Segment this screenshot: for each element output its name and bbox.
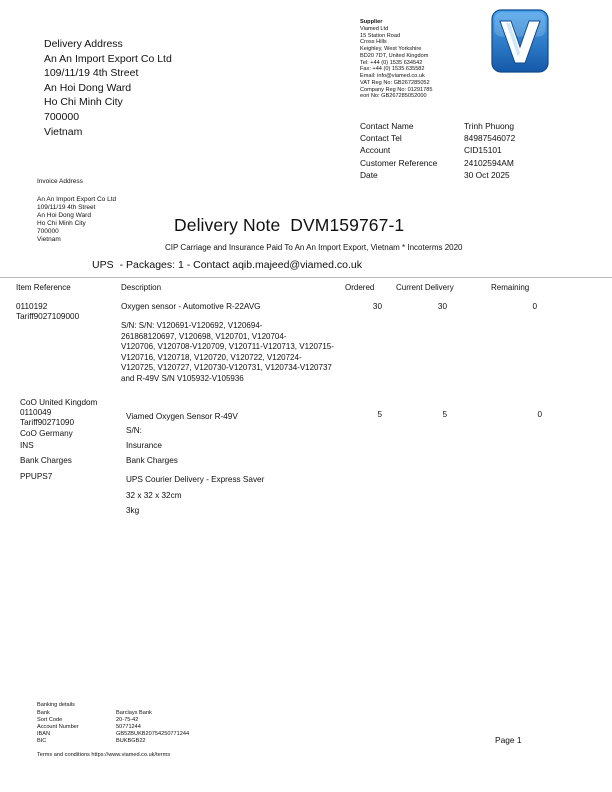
contact-row	[360, 157, 515, 169]
carrier-name: UPS	[92, 259, 114, 271]
table-header-divider	[0, 277, 612, 278]
contact-info	[360, 120, 515, 181]
date-value: 30 Oct 2025	[464, 169, 510, 180]
package-dimensions: 32 x 32 x 32cm	[126, 490, 182, 500]
column-header-ordered: Ordered	[345, 283, 375, 292]
supplier-line: BD20 7DT, United Kingdom	[360, 52, 429, 59]
bic-value: BUKBGB22	[116, 738, 146, 744]
bank-row	[37, 717, 189, 724]
table-row-5-reference: PPUPS7	[20, 472, 53, 481]
serial-line: S/N: S/N: V120691-V120692, V120694-	[121, 321, 263, 330]
table-row-1-current: 30	[437, 302, 447, 311]
delivery-address-line: Vietnam	[44, 125, 83, 138]
iban-label: IBAN	[37, 731, 51, 737]
table-row-2-current: 5	[442, 410, 447, 419]
serial-line: and R-49V S/N V105932-V105936	[121, 373, 244, 383]
table-row-4-description: Bank Charges	[126, 456, 178, 465]
terms-and-conditions: Terms and conditions https://www.viamed.co.uk/terms	[37, 752, 171, 758]
account-number-value: 50771244	[116, 724, 141, 730]
tariff-code: Tariff90271090	[20, 418, 75, 428]
contact-tel-label: Contact Tel	[360, 133, 402, 144]
item-code: 0110049	[20, 408, 52, 418]
supplier-line: VAT Reg No: GB267285052	[360, 79, 430, 86]
package-weight: 3kg	[126, 506, 140, 515]
serial-line: V120725, V120727, V120730-V120731, V120734-V120737	[121, 363, 332, 372]
table-row-1-reference	[16, 302, 79, 323]
page-number: Page 1	[495, 735, 522, 745]
contact-row	[360, 169, 515, 181]
delivery-address-line: 109/11/19 4th Street	[44, 67, 139, 80]
shipping-line	[92, 259, 362, 271]
date-label: Date	[360, 169, 378, 180]
serial-line: V120706, V120708-V120709, V120711-V120713, V120715-	[121, 342, 334, 351]
supplier-line: Fax: +44 (0) 1535 635582	[360, 66, 425, 73]
table-row-1-remaining: 0	[532, 302, 537, 311]
supplier-heading: Supplier	[360, 19, 383, 25]
tariff-code: Tariff9027109000	[16, 312, 80, 322]
banking-details-heading: Banking details	[37, 702, 75, 708]
invoice-address-line: 109/11/19 4th Street	[37, 203, 96, 211]
invoice-address-line: An Hoi Dong Ward	[37, 211, 91, 219]
table-row-1-description	[121, 302, 261, 312]
invoice-address-line: 700000	[37, 227, 59, 235]
serial-line: 261868120697, V120698, V120701, V120704-	[121, 331, 287, 341]
invoice-address-line: An An Import Export Co Ltd	[37, 196, 117, 203]
delivery-address-line: 700000	[44, 110, 80, 123]
supplier-line: Keighley, West Yorkshire	[360, 46, 422, 52]
account-number-label: Account Number	[37, 724, 79, 730]
invoice-address-line: Ho Chi Minh City	[37, 219, 86, 227]
supplier-line: Email: info@viamed.co.uk	[360, 73, 425, 79]
item-code: 0110192	[16, 302, 48, 311]
country-of-origin: CoO Germany	[20, 428, 73, 438]
document-title: Delivery Note DVM159767-1	[174, 215, 405, 235]
account-value: CID15101	[464, 145, 502, 156]
supplier-line: 15 Station Road	[360, 32, 401, 39]
contact-name-label: Contact Name	[360, 121, 414, 131]
delivery-address-heading: Delivery Address	[44, 38, 123, 50]
table-row-1-ordered: 30	[372, 302, 382, 311]
serial-line: S/N:	[126, 426, 142, 435]
column-header-current-delivery: Current Delivery	[396, 283, 454, 292]
sort-code-value: 20-75-42	[116, 717, 139, 723]
supplier-line: Company Reg No: 01291785	[360, 86, 433, 93]
table-row-1-serials	[121, 321, 334, 384]
contact-name-value: Trinh Phuong	[464, 121, 514, 131]
customer-reference-value: 24102594AM	[464, 157, 514, 168]
account-label: Account	[360, 145, 391, 156]
invoice-address	[37, 196, 116, 243]
table-row-2-remaining: 0	[537, 410, 542, 419]
table-row-2-ordered: 5	[377, 410, 382, 419]
delivery-address-line: Ho Chi Minh City	[44, 96, 123, 109]
bank-row	[37, 724, 189, 731]
table-row-4-reference: Bank Charges	[20, 456, 72, 465]
column-header-reference: Item Reference	[16, 283, 71, 292]
item-description: Oxygen sensor - Automotive R-22AVG	[121, 302, 261, 311]
contact-row	[360, 132, 515, 144]
table-row-2-reference	[20, 398, 97, 439]
sort-code-label: Sort Code	[37, 717, 63, 723]
table-row-3-reference: INS	[20, 441, 34, 450]
banking-details	[37, 710, 189, 745]
invoice-address-heading: Invoice Address	[37, 178, 83, 185]
item-description: UPS Courier Delivery - Express Saver	[126, 475, 265, 484]
bank-row	[37, 731, 189, 738]
viamed-logo-icon	[491, 9, 549, 73]
country-of-origin: CoO United Kingdom	[20, 398, 98, 407]
item-description: Viamed Oxygen Sensor R-49V	[126, 412, 238, 421]
customer-reference-label: Customer Reference	[360, 157, 438, 168]
contact-row	[360, 144, 515, 156]
column-header-remaining: Remaining	[491, 283, 530, 292]
table-row-5-description	[126, 472, 264, 519]
supplier-line: Viamed Ltd	[360, 25, 389, 32]
bank-value: Barclays Bank	[116, 710, 152, 716]
invoice-address-line: Vietnam	[37, 235, 61, 243]
shipping-details: - Packages: 1 - Contact aqib.majeed@viamed.co.uk	[119, 259, 362, 271]
table-row-2-description	[126, 410, 238, 438]
column-header-description: Description	[121, 283, 162, 292]
contact-tel-value: 84987546072	[464, 133, 516, 144]
serial-line: V120716, V120718, V120720, V120722, V120724-	[121, 352, 302, 362]
iban-value: GB52BUKB20754250771244	[116, 731, 190, 737]
supplier-line: Cross Hills	[360, 39, 387, 46]
delivery-address-line: An Hoi Dong Ward	[44, 81, 132, 94]
contact-row	[360, 120, 515, 132]
delivery-address-line: An An Import Export Co Ltd	[44, 52, 172, 65]
supplier-details	[360, 19, 432, 100]
bank-label: Bank	[37, 710, 50, 716]
bic-label: BIC	[37, 738, 47, 744]
incoterms-line: CIP Carriage and Insurance Paid To An An Import Export, Vietnam * Incoterms 2020	[165, 243, 463, 252]
supplier-line: Tel: +44 (0) 1535 634542	[360, 59, 423, 66]
supplier-line: eori No: GB267285052000	[360, 93, 427, 100]
delivery-address	[44, 37, 172, 139]
table-row-3-description: Insurance	[126, 441, 162, 450]
bank-row	[37, 738, 189, 745]
bank-row	[37, 710, 189, 717]
